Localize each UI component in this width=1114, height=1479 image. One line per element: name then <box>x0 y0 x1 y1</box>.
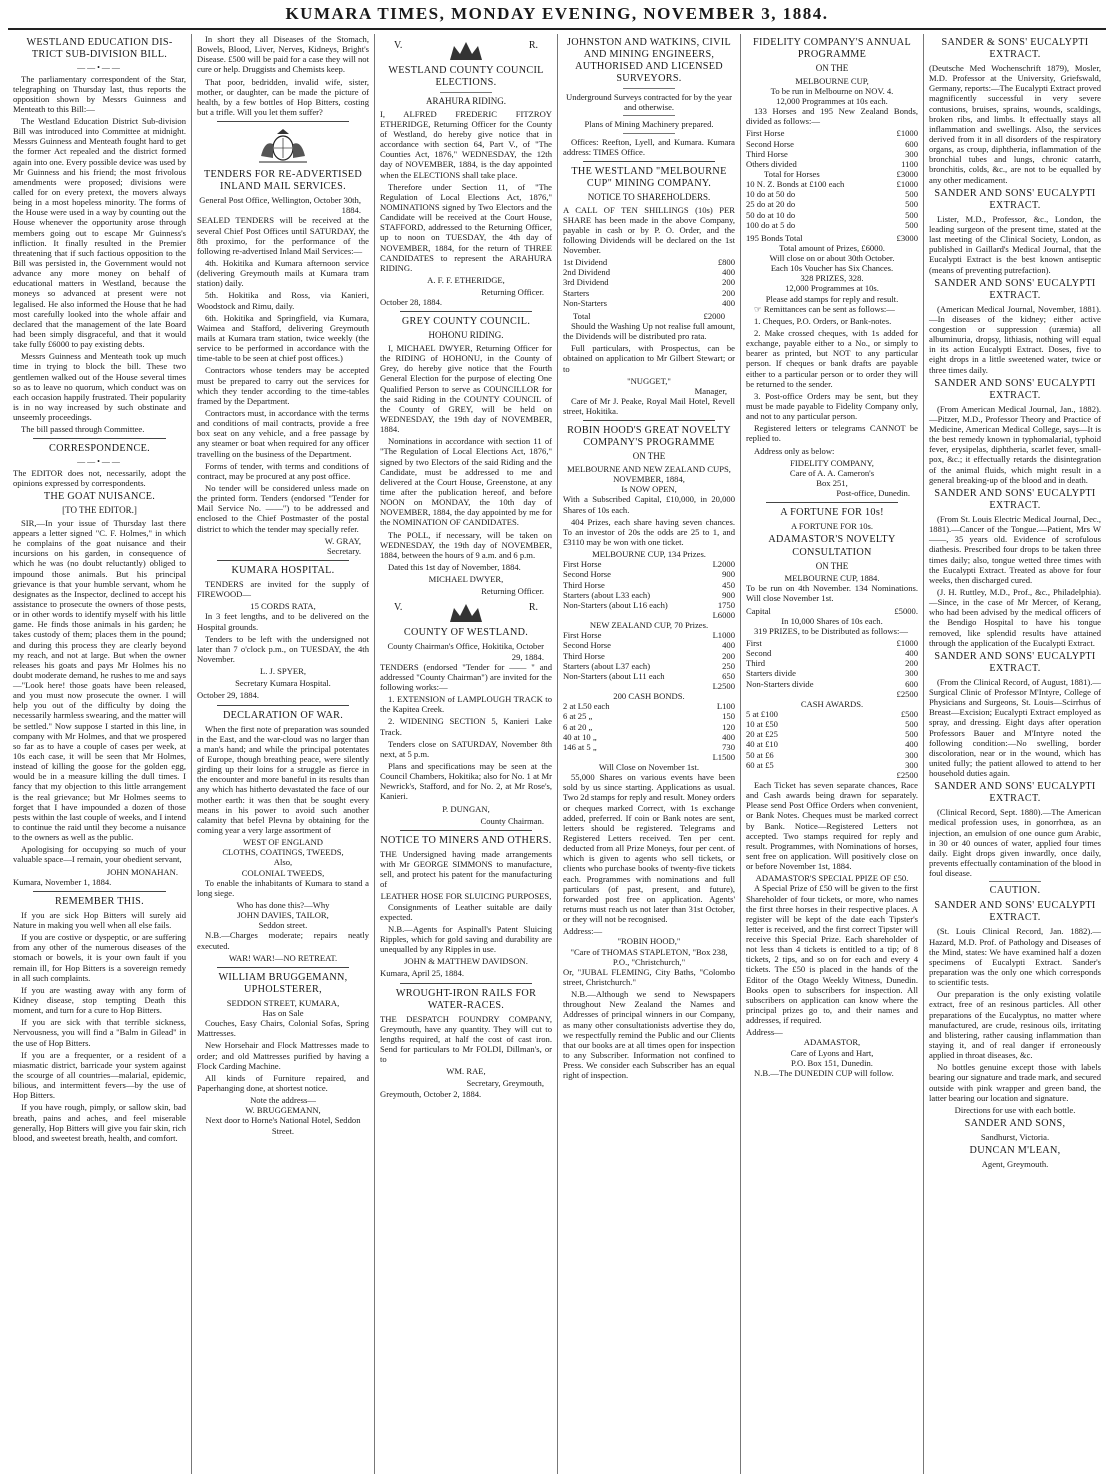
hop-bitters-para-1: In short they all Diseases of the Stomach, Bowels, Blood, Liver, Nerves, Kidneys, Bright's Disease. £500 will be paid for a case they will not cure or help. Druggists and Chemists keep. <box>197 34 369 75</box>
table-total: L1500 <box>712 751 735 762</box>
bruggemann-note: Note the address— <box>250 1095 316 1106</box>
tenders-para-2: Contractors whose tenders may be accepted must be prepared to carry out the services for which they tender according to the time-tables framed by the Department. <box>197 365 369 406</box>
grey-heading: GREY COUNTY COUNCIL. <box>401 316 531 328</box>
war-heading: DECLARATION OF WAR. <box>222 709 344 721</box>
adamastor-para-1: To be run on 4th November. 134 Nominations. Will close November 1st. <box>746 583 918 604</box>
rh-line-2: NOVEMBER, 1884, <box>613 474 685 485</box>
tenders-para-5: No tender will be considered unless made on the printed form. Tenders (endorsed "Tender for Mail Service No. ——") to be addressed and enclosed to the Chief Postmaster of the postal district to which the tender may specially refer. <box>197 482 369 534</box>
adamastor-para-2: In 10,000 Shares of 10s each. <box>781 615 883 626</box>
mc-heading: THE WESTLAND "MELBOURNE CUP" MINING COMPANY. <box>571 165 727 189</box>
bruggemann-address: SEDDON STREET, KUMARA, <box>226 997 340 1008</box>
masthead-rule <box>8 28 1106 30</box>
war-para-2: To enable the inhabitants of Kumara to stand a long siege. <box>197 877 369 898</box>
miners-hose: LEATHER HOSE FOR SLUICING PURPOSES, <box>380 891 552 902</box>
war-no-retreat: WAR! WAR!—NO RETREAT. <box>228 952 338 963</box>
fidelity-para-1: To be run in Melbourne on NOV. 4. <box>770 85 894 96</box>
table-row: 10 do at 50 do 500 <box>746 189 918 200</box>
fidelity-address-2: Care of A. A. Cameron's <box>789 467 875 478</box>
fidelity-para-6: Each 10s Voucher has Six Chances. <box>770 263 894 274</box>
table-row: Third Horse 300 <box>746 148 918 159</box>
rh-para-3: 55,000 Shares on various events have been sold by us since starting. Applications as usual. Two 2d stamps for reply and result. Money orders or cheques marked Correct, with 1s exchange added, preferred. If coin or Bank notes are sent, letters should be registered. Telegrams and Registered Letters received. Ten per cent. deducted from all Prize Moneys, four per cent. of which is given to agents who sell tickets, or clients who purchase books of twenty-five tickets each. Programmes with nominations and full particulars (of past, present, and future), forwarded post free on application. Agents' returns must reach us not later than 31st October, or they will not be recognised. <box>563 772 735 925</box>
adamastor-cash-heading: CASH AWARDS. <box>800 698 864 709</box>
divider <box>400 311 532 312</box>
council-signature-title: Returning Officer. <box>481 287 544 298</box>
divider <box>217 967 349 968</box>
table-row: Non-Starters divide 600 <box>746 678 918 689</box>
miners-date: Kumara, April 25, 1884. <box>380 968 465 979</box>
eucalypti-para-5b: (J. H. Ruttley, M.D., Prof., &c., Philadelphia).—Since, in the case of Mr Mercer, of Kerang, who had been advised by the medical officers of the Bendigo Hospital to have his tongue removed, like splendid results have attained through the application of the Eucalypti Extract. <box>929 586 1101 648</box>
eucalypti-heading-5: SANDER AND SONS' EUCALYPTI EXTRACT. <box>934 487 1096 511</box>
table-total: £2500 <box>896 688 918 699</box>
table-row: Others divided 1100 <box>746 158 918 169</box>
column-5 <box>740 34 923 1474</box>
vr-r: R. <box>528 602 538 614</box>
war-para-3: Who has done this?—Why <box>236 899 330 910</box>
table-row: 100 do at 5 do 500 <box>746 219 918 230</box>
table-row: 40 at £10 400 <box>746 739 918 750</box>
remember-para-3: If you are wasting away with any form of Kidney disease, stop tempting Death this moment, and turn for a cure to Hop Bitters. <box>13 984 186 1016</box>
table-row: Third Horse 450 <box>563 579 735 590</box>
rh-address-label: Address:— <box>563 926 603 937</box>
table-total: 195 Bonds Total £3000 <box>746 232 918 243</box>
remember-heading: REMEMBER THIS. <box>55 895 144 907</box>
adamastor-heading: ADAMASTOR'S NOVELTY CONSULTATION <box>768 534 896 558</box>
table-row: Non-Starters (about L16 each) 1750 <box>563 599 735 610</box>
table-row: 20 at £25 500 <box>746 729 918 740</box>
eucalypti-para-4: (From American Medical Journal, Jan., 1882).—Pitzer, M.D., Professor Theory and Practice of Medicine, American Medical College, says—It is the best remedy known in typhomalarial, typhoid fever, erysipelas, diphtheria, scarlet fever, small-pox, &c.; it effectually retards the disintegration of the animal fluids, which might result in a general breaking-up of the blood and in death. <box>929 403 1101 485</box>
masthead: KUMARA TIMES, MONDAY EVENING, NOVEMBER 3, 1884. <box>285 4 829 23</box>
fidelity-heading: FIDELITY COMPANY'S ANNUAL PROGRAMME <box>752 37 911 61</box>
goat-subheading: [TO THE EDITOR.] <box>62 505 137 516</box>
goat-signature: JOHN MONAHAN. <box>106 866 178 877</box>
remember-para-5: If you are a frequenter, or a resident of a miasmatic district, barricade your system against the scourge of all countries—malarial, epidemic, bilious, and intermittent fevers—by the use of Hop Bitters. <box>13 1049 186 1101</box>
eucalypti-heading-8: SANDER AND SONS' EUCALYPTI EXTRACT. <box>934 900 1096 924</box>
westland-para-3: Messrs Guinness and Menteath took up much time in trying to block the bill. These two gentlemen walked out of the House several times so as to leave no quorum, which conduct was on each occasion happily frustrated. Their popularity is in no way increased by such obstinate and unseemly proceedings. <box>13 351 186 423</box>
column-3 <box>374 34 557 1474</box>
table-row: Non-Starters (about L11 each 650 <box>563 670 735 681</box>
rh-address-1: "ROBIN HOOD," <box>617 936 681 947</box>
tenders-signature: W. GRAY, <box>324 535 361 546</box>
vr-r: R. <box>528 40 538 51</box>
mc-para-4: Care of Mr J. Peake, Royal Mail Hotel, Revell street, Hokitika. <box>563 396 735 417</box>
county-westland-signature: P. DUNGAN, <box>442 803 490 814</box>
tenders-service-6: 6th. Hokitika and Springfield, via Kumara, Waimea and Stafford, delivering Greymouth mails at Kumara tram station, twice weekly (the service to be performed in accordance with the time-table to be seen at chief post offices.) <box>197 312 369 364</box>
table-total: £2500 <box>896 769 918 780</box>
ornament: ——•—— <box>77 63 122 73</box>
hospital-para-1: TENDERS are invited for the supply of FIREWOOD— <box>197 579 369 600</box>
eucalypti-para-10: No bottles genuine except those with labels bearing our signature and trade mark, and secured outside with pink wrapper and green band, the latter bearing our location and signature. <box>929 1062 1101 1103</box>
remember-para-6: If you have rough, pimply, or sallow skin, bad breath, pains and aches, and feel miserable generally, Hop Bitters will give you fair skin, rich blood, and sweetest breath, health, and comfort. <box>13 1102 186 1143</box>
agent-location: Agent, Greymouth. <box>981 1159 1049 1170</box>
table-row: 2 at L50 each L100 <box>563 701 735 712</box>
jw-heading: JOHNSTON AND WATKINS, CIVIL AND MINING ENGINEERS, AUTHORISED AND LICENSED SURVEYORS. <box>567 37 731 85</box>
westland-para-4: The bill passed through Committee. <box>21 424 145 435</box>
westland-para-2: The Westland Education District Sub-division Bill was introduced into Committee at midnight. Messrs Guinness and Menteath fought hard to get the former Act repealed and the district formed again into one. Every possible device was used by Mr Guinness and his friend; the most frivolous amendments were proposed; divisions were called for on every pretext, the movers always being in a most hopeless minority. The forms of the House were used in a way by counting out the House whenever the opportunity arose through members going out to escape Mr Guinness's infliction. It finally resulted in the Premier threatening that if such factious opposition to the Bill was persisted in, the Government would not advance any more money on behalf of educational matters in Westland, because the moneys so advanced at present were not legalised. He also informed the House that he had most carefully looked into the whole affair and declared that the management of the late Board had been simply disgraceful, and that it would take fully £6000 to pay existing debts. <box>13 116 186 350</box>
fortune-line-2: A FORTUNE FOR 10s. <box>790 521 874 532</box>
table-total: L2500 <box>712 680 735 691</box>
tenders-signature-title: Secretary. <box>326 545 361 556</box>
rh-melbourne-heading: MELBOURNE CUP, 134 Prizes. <box>592 549 706 560</box>
adamastor-address-label: Address— <box>746 1027 783 1038</box>
adamastor-prizes-table <box>746 638 918 699</box>
bruggemann-para-1: Couches, Easy Chairs, Colonial Sofas, Spring Mattresses. <box>197 1018 369 1039</box>
council-signature: A. F. F. ETHERIDGE, <box>427 274 505 285</box>
rh-para-4: N.B.—Although we send to Newspapers throughout New Zealand the Names and Addresses of principal winners in our Company, as many other consultationists advertise they do, we respectfully remind the Public and our Clients that our books are at all times open for inspection to any Subscriber. Information not confined to Press. We consider each Subscriber has an equal right of inspection. <box>563 989 735 1081</box>
grey-subheading: HOHONU RIDING. <box>428 330 504 341</box>
fidelity-cup: MELBOURNE CUP, <box>795 75 869 86</box>
adamastor-address-2: Care of Lyons and Hart, <box>790 1047 874 1058</box>
hospital-cords: 15 CORDS RATA, <box>250 601 316 612</box>
eucalypti-para-6: (From the Clinical Record, of August, 1881).—Surgical Clinic of Professor M'Intyre, College of Physicians and Surgeons, St. Louis—Scirrhus of Breast—Excision; Eucalypti Extract employed as spray, and dressing. Eight days after operation Professors Bauer and M'Intyre noted the following condition:—No swelling, border discoloration, near or in the wound, which has united fully; the patient allowed to attend to her household duties again. <box>929 676 1101 779</box>
goat-para-1: SIR,—In your issue of Thursday last there appears a letter signed "C. F. Holmes," in which he complains of the goat nuisance and their incursions on his garden, in consequence of which he was (no doubt reluctantly) obliged to impound those animals. But his principal grievance is that your humble servant, whom he designates as the Inspector, declined to accept his assistance to prosecute the owners of those pests, or in other words to identify myself with his little game. He finds those animals in his garden; he takes custody of them; places them in the pound; and during this process they are clearly beyond my reach, and not at large. But when the owner releases his goats and pays Mr Holmes his no doubt moderate demand, he rushes to me and says—"Look here! those goats have been released, and you must now prosecute the owner. I will help you out of the difficulty by doing the necessarily harmless swearing, and the matter will be settled." Now suppose I started in this line, in company with Mr Holmes, and that we prospered so far as to have a couple of cases per week, at 10s each case, it will be seen that Mr Holmes, instead of killing the goose for the golden egg, would be in a measure killing the dull times. I fancy that my objection to this little arrangement is the real grievance; but Mr Holmes seems to forget that I have impounded a dozen of those pests within the last couple of weeks, and I intend to continue the raid until they become a nuisance to the owners as well as the public. <box>13 517 187 843</box>
vr-monogram-2 <box>380 602 552 624</box>
agent-name: DUNCAN M'LEAN, <box>969 1145 1061 1157</box>
rh-line-3: Is NOW OPEN, <box>621 484 677 495</box>
eucalypti-para-11: Directions for use with each bottle. <box>954 1104 1076 1115</box>
eucalypti-para-3: (American Medical Journal, November, 1881).—In diseases of the kidney; either active congestion or suppression (uræmia) all albuminuria, dropsy, lithiasis, nothing will equal in its action Eucalypti Extract. Doses, five to eight drops in a little sweetened water, twice or three times daily. <box>929 303 1101 375</box>
county-westland-signature-title: County Chairman. <box>480 815 544 826</box>
council-para-2: Therefore under Section 11, of "The Regulation of Local Elections Act, 1876," NOMINATIONS signed by Two Electors and the Candidate will be received at the Court House, STAFFORD, addressed to the Returning Officer, up to noon on TUESDAY, the 4th day of NOVEMBER, 1884, for the return of THREE CANDIDATES to represent the ARAHURA RIDING. <box>380 181 552 273</box>
rh-heading: ROBIN HOOD'S GREAT NOVELTY COMPANY'S PROGRAMME <box>567 425 731 449</box>
table-row: First £1000 <box>746 637 918 648</box>
table-row: 10 at £50 500 <box>746 719 918 730</box>
goat-para-2: Apologising for occupying so much of your valuable space—I remain, your obedient servant, <box>13 844 186 865</box>
table-row: Starters divide 300 <box>746 668 918 679</box>
council-para-1: I, ALFRED FREDERIC FITZROY ETHERIDGE, Returning Officer for the County of Westland, do hereby give notice that in accordance with section 64, Part V., of "The Counties Act, 1876," WEDNESDAY, the 12th day of NOVEMBER, 1884, is the day appointed when the ELECTIONS shall take place. <box>380 108 552 180</box>
westland-para-1: The parliamentary correspondent of the Star, telegraphing on Thursday last, thus reports the opposition shown by Messrs Guinness and Menteath to this Bill:— <box>13 73 186 114</box>
fidelity-horses-table <box>746 128 918 179</box>
fidelity-para-5: Will close on or about 30th October. <box>769 253 895 264</box>
divider <box>583 420 715 421</box>
divider <box>217 121 349 122</box>
county-westland-office: County Chairman's Office, Hokitika, October 29, 1884. <box>387 641 544 662</box>
grey-para-1: I, MICHAEL DWYER, Returning Officer for the RIDING of HOHONU, in the County of Grey, do hereby give notice that the Fourth General Election for the purpose of electing One Qualified Person to serve as COUNCILLOR for the said Riding in the COUNTY COUNCIL of the County of GREY, will be held on WEDNESDAY, the 19th day of NOVEMBER, 1884. <box>380 342 552 435</box>
divider <box>400 983 532 984</box>
ornament: ——•—— <box>77 457 122 467</box>
caution-heading: CAUTION. <box>989 885 1041 897</box>
table-row: Second Horse 400 <box>563 640 735 651</box>
war-para-1: When the first note of preparation was sounded in the East, and the war-cloud was no larger than a man's hand; and while the principal potentates of Europe, though breathing peace, were silently girding up their loins for a struggle as fierce in the encounter and more baneful in its results than any which has hitherto devastated the face of our mother earth: it was then that be sought every means in his power to avoid such another calamity that befel Plevna by obtaining for the coming year a very large assortment of <box>197 723 369 835</box>
fidelity-para-3: 133 Horses and 195 New Zealand Bonds, divided as follows:— <box>746 106 918 127</box>
remember-para-1: If you are sick Hop Bitters will surely aid Nature in making you well when all else fails. <box>13 909 186 931</box>
war-line-1: WEST OF ENGLAND <box>242 837 324 848</box>
tenders-heading: TENDERS FOR RE-ADVERTISED INLAND MAIL SERVICES. <box>203 169 362 193</box>
adamastor-address-1: ADAMASTOR, <box>803 1037 861 1048</box>
grey-signature-title: Returning Officer. <box>481 586 544 597</box>
sander-signature: SANDER AND SONS, <box>964 1117 1066 1129</box>
table-row: Starters 200 <box>563 287 735 298</box>
fidelity-address-1: FIDELITY COMPANY, <box>790 457 874 468</box>
fidelity-address-3: Box 251, <box>816 478 848 489</box>
eucalypti-heading-4: SANDER AND SONS' EUCALYPTI EXTRACT. <box>934 377 1096 401</box>
grey-para-3: The POLL, if necessary, will be taken on WEDNESDAY, the 19th day of NOVEMBER, 1884, between the hours of 9 a.m. and 6 p.m. <box>380 529 552 560</box>
goat-date: Kumara, November 1, 1884. <box>13 876 112 887</box>
bruggemann-line-1: Has on Sale <box>262 1008 304 1019</box>
rails-date: Greymouth, October 2, 1884. <box>380 1088 482 1099</box>
rh-para-1: With a Subscribed Capital, £10,000, in 20,000 Shares of 10s each. <box>563 494 735 515</box>
county-westland-work-1: 1. EXTENSION of LAMPLOUGH TRACK to the Kapitea Creek. <box>380 694 552 715</box>
bruggemann-para-2: New Horsehair and Flock Mattresses made to order; and old Mattresses purified by having a Flock Carding Machine. <box>197 1040 369 1071</box>
adamastor-para-5: A Special Prize of £50 will be given to the first Shareholder of four tickets, or more, who names the first three horses in their respective places. A register will be kept of the date each Tipster's letter is received, and the first correct Tipster will receive this Special Prize. Each shareholder of not less than 4 tickets is entitled to a tip; of 8 tickets, 2 tips, and so on for each and every 4 tickets. The £50 is placed in the hands of the Editor of the Otago Weekly Witness, Dunedin. Books open to subscribers for inspection. All subscribers on application can know where the principal prizes go to, and their names and addresses, if required. <box>746 883 918 1026</box>
crown-icon <box>446 602 486 624</box>
bruggemann-location: Next door to Horne's National Hotel, Seddon Street. <box>205 1115 361 1136</box>
eucalypti-heading-6: SANDER AND SONS' EUCALYPTI EXTRACT. <box>934 650 1096 674</box>
pointing-hand-icon: ☞ <box>754 303 762 314</box>
war-line-2: CLOTHS, COATINGS, TWEEDS, <box>222 847 344 858</box>
mc-manager: Manager, <box>694 385 727 396</box>
remember-para-4: If you are sick with that terrible sickness, Nervousness, you will find a "Balm in Gilead" in the use of Hop Bitters. <box>13 1017 186 1048</box>
fidelity-para-9: Please add stamps for reply and result. <box>765 293 899 304</box>
goat-heading: THE GOAT NUISANCE. <box>43 491 156 503</box>
rails-para-1: THE DESPATCH FOUNDRY COMPANY, Greymouth, have any quantity. They will cut to lengths required, at half the cost of cast iron. Send for particulars to Mr FOLDI, Dillman's, or to <box>380 1013 552 1065</box>
rh-melbourne-table <box>563 559 735 620</box>
county-westland-heading: COUNTY OF WESTLAND. <box>403 627 529 639</box>
miners-para-2: Consignments of Leather suitable are daily expected. <box>380 901 552 922</box>
adamastor-para-3: 319 PRIZES, to be Distributed as follows:— <box>754 625 908 636</box>
fidelity-address-4: Post-office, Dunedin. <box>836 488 910 499</box>
grey-para-2: Nominations in accordance with section 11 of "The Regulation of Local Elections Act, 1876," signed by two Electors of the said Riding and the Candidate, must be addressed to me and delivered at the Court House, Greenstone, at any time after the publication hereof, and before NOON on MONDAY, the 10th day of NOVEMBER, 1884, the day appointed by me for the NOMINATION OF CANDIDATES. <box>380 436 552 528</box>
divider <box>33 891 166 892</box>
adamastor-address-3: P.O. Box 151, Dunedin. <box>791 1057 873 1068</box>
tenders-service-5: 5th. Hokitika and Ross, via Kanieri, Woodstock and Rimu, daily. <box>197 290 369 311</box>
divider <box>623 115 675 116</box>
bruggemann-name: W. BRUGGEMANN, <box>245 1105 321 1116</box>
adamastor-cup: MELBOURNE CUP, 1884. <box>784 573 880 584</box>
table-row: First Horse L1000 <box>563 630 735 641</box>
rh-on: ON THE <box>632 451 666 462</box>
mc-dividend-table <box>563 257 735 321</box>
fidelity-para-13: 3. Post-office Orders may be sent, but they must be made payable to Fidelity Company only, and not to any particular person. <box>746 390 918 422</box>
fidelity-para-11: 1. Cheques, P.O. Orders, or Bank-notes. <box>754 315 892 326</box>
rails-heading: WROUGHT-IRON RAILS FOR WATER-RACES. <box>395 987 537 1011</box>
fidelity-para-7: 328 PRIZES, 328. <box>800 273 864 284</box>
column-4 <box>557 34 740 1474</box>
table-row: 60 at £5 300 <box>746 759 918 770</box>
hop-bitters-para-2: That poor, bedridden, invalid wife, sister, mother, or daughter, can be made the picture of health, by a few bottles of Hop Bitters, costing but a trifle. Will you let them suffer? <box>197 76 369 117</box>
adamastor-capital: Capital £5000. <box>746 605 918 616</box>
county-westland-para-3: Plans and specifications may be seen at the Council Chambers, Hokitika; also for No. 1 at Mr Newrick's, Stafford, and for No. 2, at Mr Rose's, Kanieri. <box>380 760 552 802</box>
westland-heading: WESTLAND EDUCATION DIS-TRICT SUB-DIVISION BILL. <box>26 37 173 61</box>
divider <box>583 161 715 162</box>
jw-para-2: Plans of Mining Machinery prepared. <box>584 119 714 130</box>
rh-address-2: "Care of THOMAS STAPLETON, "Box 238, P.O., "Christchurch," <box>570 946 728 967</box>
table-row: 2nd Dividend 400 <box>563 267 735 278</box>
rh-nz-table <box>563 630 735 691</box>
table-row: Third Horse 200 <box>563 650 735 661</box>
eucalypti-heading-2: SANDER AND SONS' EUCALYPTI EXTRACT. <box>934 187 1096 211</box>
vr-v: V. <box>394 602 403 614</box>
county-westland-work-2: 2. WIDENING SECTION 5, Kanieri Lake Track. <box>380 716 552 737</box>
crown-icon <box>446 40 486 62</box>
divider <box>766 502 898 503</box>
eucalypti-heading-7: SANDER AND SONS' EUCALYPTI EXTRACT. <box>934 781 1096 805</box>
fortune-line-1: A FORTUNE FOR 10s! <box>780 507 884 519</box>
table-row: 10 N. Z. Bonds at £100 each £1000 <box>746 179 918 190</box>
remember-para-2: If you are costive or dyspeptic, or are suffering from any other of the numerous diseases of the stomach or bowels, it is your own fault if you remain ill, for Hop Bitters is a sovereign remedy in all such complaints. <box>13 932 186 983</box>
adamastor-para-4: Each Ticket has seven separate chances, Race and Cash awards being drawn for separately. Please send Post Office Orders when convenient, or Bank Notes. Cheques must be marked correct by Bank. Notice—Registered Letters not accepted. Two stamps required for reply and result. Programmes, with Nominations of horses, sent free on application. Will positively close on or before November 1st, 1884. <box>746 779 918 872</box>
divider <box>217 705 349 706</box>
council-subheading: ARAHURA RIDING. <box>425 96 506 107</box>
tenders-para-1: SEALED TENDERS will be received at the several Chief Post Offices until SATURDAY, the 8th proximo, for the performance of the following re-advertised Inland Mail Services:— <box>197 215 369 256</box>
divider <box>623 88 675 89</box>
eucalypti-para-5: (From St. Louis Electric Medical Journal, Dec., 1881).—Cancer of the Tongue.—Patient, Mrs W——, 35 years old. Evidence of scrofulous diathesis. Prescribed four drops to be taken three times daily; also, tongue wetted three times with the Eucalypti Extract. Treated as above for four weeks, then discharged cured. <box>929 513 1101 585</box>
rh-line-1: MELBOURNE AND NEW ZEALAND CUPS, <box>567 463 731 474</box>
war-tailor: JOHN DAVIES, TAILOR, <box>237 910 329 921</box>
table-row: 6 at 25 „ 150 <box>563 711 735 722</box>
jw-para-1: Underground Surveys contracted for by the year and otherwise. <box>566 92 732 113</box>
war-para-4: N.B.—Charges moderate; repairs neatly executed. <box>197 930 369 951</box>
table-row: Starters (about L33 each) 900 <box>563 589 735 600</box>
mc-para-1: A CALL OF TEN SHILLINGS (10s) PER SHARE has been made in the above Company, payable in cash or by P. O. Order, and the following Dividends will be declared on the 1st November. <box>563 204 735 256</box>
divider <box>400 830 532 831</box>
table-row: 1st Dividend £800 <box>563 257 735 268</box>
table-row: Second 400 <box>746 648 918 659</box>
fidelity-bonds-table <box>746 179 918 243</box>
mc-nugget: "NUGGET," <box>627 375 671 386</box>
hospital-para-3: In 3 feet lengths, and to be delivered on the Hospital grounds. <box>197 611 369 632</box>
mc-para-3: Full particulars, with Prospectus, can be obtained on application to Mr Gilbert Stewart; or to <box>563 343 735 374</box>
adamastor-cash-table <box>746 709 918 780</box>
eucalypti-para-1: (Deutsche Med Wochenschrift 1879), Mosler, M.D. Professor at the University, Griefswald, Germany, reports:—The Eucalypti Extract proved magnificently successful in very severe contusions, bruises, sprains, wounds, scaldings, broken ribs, and limbs. It effectually stays all inflammation and swellings. Also, the services derived from it in all disorders of the respiratory organs, as croup, diphtheria, inflammation of the bronchial tubes and lungs, chronic catarrh, bronchitis, colds, &c., are not to be equalled by any other medicament. <box>929 63 1101 185</box>
vr-monogram <box>380 40 552 62</box>
table-row: 3rd Dividend 200 <box>563 277 735 288</box>
sander-location: Sandhurst, Victoria. <box>980 1131 1050 1142</box>
column-6 <box>923 34 1106 1474</box>
column-2 <box>191 34 374 1474</box>
miners-para-3: N.B.—Agents for Aspinall's Patent Sluicing Ripples, which for gold saving and durability are unequalled by any Ripples in use. <box>380 923 552 955</box>
table-row: Starters (about L37 each) 250 <box>563 660 735 671</box>
table-row: 6 at 20 „ 120 <box>563 721 735 732</box>
county-westland-para-1: TENDERS (endorsed "Tender for —— " and addressed "County Chairman") are invited for the following works:— <box>380 661 552 692</box>
rails-signature-title: Secretary, Greymouth, <box>466 1078 544 1089</box>
table-row: 146 at 5 „ 730 <box>563 741 735 752</box>
war-line-3: Also, <box>273 857 293 868</box>
column-1 <box>8 34 191 1474</box>
adamastor-para-6: N.B.—The DUNEDIN CUP will follow. <box>754 1067 894 1078</box>
table-row: 25 do at 20 do 500 <box>746 199 918 210</box>
jw-para-3: Offices: Reefton, Lyell, and Kumara. Kumara address: TIMES Office. <box>563 136 735 157</box>
miners-heading: NOTICE TO MINERS AND OTHERS. <box>380 834 552 846</box>
hospital-signature: L. J. SPYER, <box>259 666 307 677</box>
rh-close: Will Close on November 1st. <box>598 762 700 773</box>
fidelity-on: ON THE <box>815 63 849 74</box>
table-row: Non-Starters 400 <box>563 297 735 308</box>
fidelity-para-4: Total amount of Prizes, £6000. <box>779 242 885 253</box>
divider <box>623 133 675 134</box>
table-row: 50 do at 10 do 500 <box>746 209 918 220</box>
rh-bonds-table <box>563 701 735 762</box>
adamastor-special-heading: ADAMASTOR'S SPECIAL PPIZE OF £50. <box>755 873 909 884</box>
table-row: 5 at £100 £500 <box>746 708 918 719</box>
eucalypti-heading-1: SANDER & SONS' EUCALYPTI EXTRACT. <box>941 37 1089 61</box>
correspondence-heading: CORRESPONDENCE. <box>48 443 150 455</box>
hospital-date: October 29, 1884. <box>197 690 260 701</box>
rh-address-3: Or, "JUBAL FLEMING, City Baths, "Colombo street, Christchurch." <box>563 966 735 988</box>
mc-subheading: NOTICE TO SHAREHOLDERS. <box>587 191 711 202</box>
eucalypti-para-9: Our preparation is the only existing volatile extract, free of an resinous particles. All other preparations of the Eucalyptus, no matter where manufactured, are crude, resinous oils, irritating and blistering, rather causing inflammation than staying it, and of real danger if erroneously applied in throat diseases, &c. <box>929 989 1101 1061</box>
divider <box>217 560 349 561</box>
table-row: First Horse L2000 <box>563 559 735 570</box>
tenders-para-3: Contractors must, in accordance with the terms and conditions of mail contracts, provide a free box seat on any vehicle, and a free passage by any steamer or boat when required for any officer travelling on the business of the Department. <box>197 408 369 459</box>
adamastor-on: ON THE <box>815 560 849 571</box>
table-total: L6000 <box>712 609 735 620</box>
rh-para-2: 404 Prizes, each share having seven chances. To an investor of 20s the odds are 25 to 1, and £3110 may be won with one ticket. <box>563 516 735 547</box>
correspondence-note: The EDITOR does not, necessarily, adopt the opinions expressed by correspondents. <box>13 467 186 489</box>
table-subtotal: Total for Horses £3000 <box>764 168 918 179</box>
council-date: October 28, 1884. <box>380 297 443 308</box>
rh-nz-heading: NEW ZEALAND CUP, 70 Prizes. <box>589 620 709 631</box>
fidelity-para-10: ☞ Remittances can be sent as follows:— <box>754 303 895 314</box>
fidelity-para-2: 12,000 Programmes at 10s each. <box>776 95 888 106</box>
rh-bonds-heading: 200 CASH BONDS. <box>613 691 685 702</box>
fidelity-para-12: 2. Make crossed cheques, with 1s added for exchange, payable either to a No., or simply to bearer as printed, but NOT to any particular person. If cheques or bank drafts are payable either to a particular person or to order they will be returned to the sender. <box>746 328 918 389</box>
table-row: Second Horse 600 <box>746 138 918 149</box>
tenders-office: General Post Office, Wellington, October 30th, 1884. <box>199 195 361 216</box>
mc-para-2: Should the Washing Up not realise full amount, the Dividends will be distributed pro rata. <box>563 321 735 342</box>
bruggemann-para-3: All kinds of Furniture repaired, and Paperhanging done, at shortest notice. <box>197 1072 369 1093</box>
rails-signature: WM. RAE, <box>446 1066 486 1077</box>
vr-v: V. <box>394 40 403 51</box>
war-street: Seddon street. <box>258 920 308 931</box>
county-westland-para-2: Tenders close on SATURDAY, November 8th next, at 5 p.m. <box>380 738 552 759</box>
table-total: Total £2000 <box>573 310 725 321</box>
divider <box>440 92 492 93</box>
divider <box>33 438 166 439</box>
hospital-para-4: Tenders to be left with the undersigned not later than 7 o'clock p.m., on TUESDAY, the 4th November. <box>197 633 369 664</box>
table-row: 40 at 10 „ 400 <box>563 731 735 742</box>
grey-signature: MICHAEL DWYER, <box>428 574 504 585</box>
council-heading: WESTLAND COUNTY COUNCIL ELECTIONS. <box>388 65 544 89</box>
fidelity-para-15: Address only as below: <box>754 445 835 456</box>
table-row: 50 at £6 300 <box>746 749 918 760</box>
columns <box>8 34 1106 1474</box>
miners-para-1: THE Undersigned having made arrangements with Mr GEORGE SIMMONS to manufacture, sell, and protect his patent for the manufacturing of <box>380 848 552 890</box>
hospital-heading: KUMARA HOSPITAL. <box>231 564 335 576</box>
fidelity-para-14: Registered letters or telegrams CANNOT be replied to. <box>746 423 918 444</box>
royal-crest-icon <box>255 126 311 166</box>
eucalypti-para-8: (St. Louis Clinical Record, Jan. 1882).—Hazard, M.D. Prof. of Pathology and Diseases of the Mind, states: We have examined half a dozen specimens of Eucalypti Extract. Sander's preparation was the only one which corresponds to scientific tests. <box>929 926 1101 988</box>
eucalypti-para-7: (Clinical Record, Sept. 1880).—The American medical profession uses, in gonorrhœa, as an injection, an emulsion of one ounce gum Arabic, in 30 or 40 ounces of water, applied four times daily. Eight drops given inwardly, once daily, prevents effectually contamination of the blood in foul disease. <box>929 807 1101 879</box>
table-row: Second Horse 900 <box>563 569 735 580</box>
bruggemann-heading: WILLIAM BRUGGEMANN, UPHOLSTERER, <box>218 971 348 995</box>
miners-signature: JOHN & MATTHEW DAVIDSON. <box>404 956 528 967</box>
tenders-service-4: 4th. Hokitika and Kumara afternoon service (delivering Greymouth mails at Kumara tram station) daily. <box>197 258 369 289</box>
tenders-para-4: Forms of tender, with terms and conditions of contract, may be procured at any post office. <box>197 460 369 481</box>
divider <box>989 881 1041 882</box>
fidelity-para-8: 12,000 Programmes at 10s. <box>785 283 879 294</box>
table-row: First Horse £1000 <box>746 128 918 139</box>
hospital-signature-title: Secretary Kumara Hospital. <box>235 678 331 689</box>
eucalypti-heading-3: SANDER AND SONS' EUCALYPTI EXTRACT. <box>934 277 1096 301</box>
eucalypti-para-2: Lister, M.D., Professor, &c., London, the leading surgeon of the present time, stated at the last meeting of the Clinical Society, London, as published in Gaillard's Medical Journal, that the Eucalypti Extract is the best known antiseptic (means of preventing putrefaction). <box>929 213 1101 275</box>
grey-para-4: Dated this 1st day of November, 1884. <box>388 561 521 572</box>
table-row: Third 200 <box>746 658 918 669</box>
war-line-4: COLONIAL TWEEDS, <box>241 867 325 878</box>
